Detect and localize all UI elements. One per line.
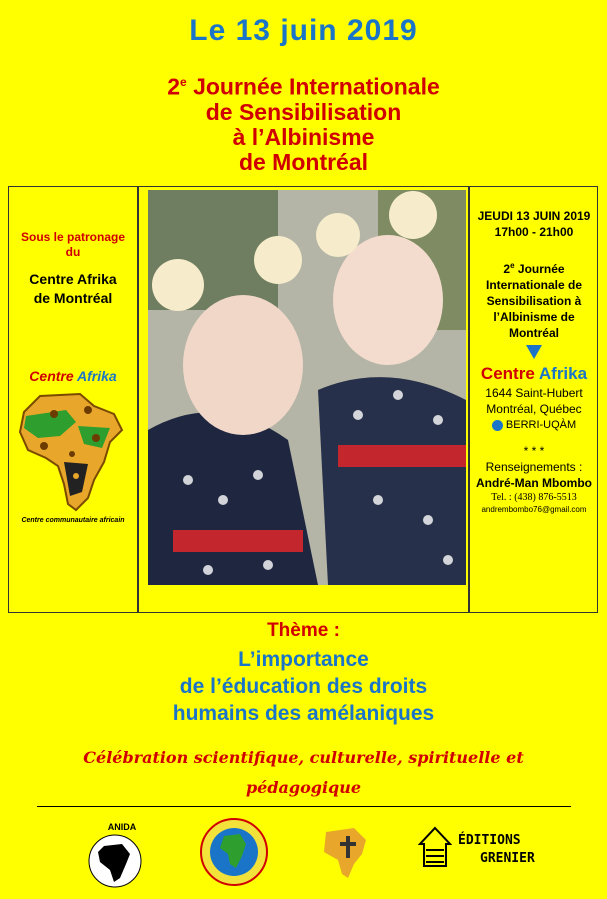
celebration-line-1: Célébration scientifique, culturelle, spirituelle et: [83, 748, 524, 767]
event-info-line-1: [471, 258, 597, 277]
event-info-line-4: l’Albinisme de: [493, 310, 575, 324]
title-ordinal: 2: [167, 73, 181, 100]
address-line-1: 1644 Saint-Hubert: [485, 386, 583, 400]
event-info-line-2: Internationale de: [485, 278, 583, 292]
org-line-2: de Montréal: [33, 290, 113, 306]
patronage-line-2: du: [65, 245, 81, 259]
africa-map-logo-icon: [18, 392, 128, 514]
theme-line-3: humains des amélaniques: [172, 702, 435, 725]
separator-stars: * * *: [523, 444, 545, 458]
theme-line-1: L’importance: [238, 648, 369, 671]
event-line-1-text: Journée: [514, 262, 565, 276]
org-line-1: Centre Afrika: [29, 271, 117, 287]
contact-email[interactable]: andrembombo76@gmail.com: [481, 505, 587, 514]
event-info-time: 17h00 - 21h00: [494, 225, 574, 239]
event-title: [0, 70, 607, 175]
contact-phone: Tel. : (438) 876-5513: [491, 492, 577, 503]
theme-label: Thème :: [267, 620, 340, 641]
logo-subtitle: Centre communautaire africain: [21, 517, 125, 524]
grenier-logo-icon: [418, 826, 452, 868]
title-ordinal-sup: e: [180, 75, 187, 89]
theme-line-2: de l’éducation des droits: [179, 675, 428, 698]
venue-name: [471, 363, 597, 385]
editions-line-2: GRENIER: [480, 851, 535, 866]
metro-station: BERRI-UQÀM: [505, 419, 577, 431]
title-line-2: de Sensibilisation: [205, 98, 402, 125]
metro-line: [471, 417, 597, 433]
editions-grenier-text: [458, 832, 535, 868]
celebration-text: [50, 743, 557, 803]
event-ordinal-sup: e: [510, 261, 515, 270]
anida-label: ANIDA: [107, 822, 137, 832]
title-line-3: à l’Albinisme: [232, 123, 375, 150]
africa-cross-logo-icon: [320, 824, 372, 880]
celebration-line-2: pédagogique: [245, 778, 362, 797]
metro-icon: [492, 420, 503, 431]
missionnaires-logo-icon: [200, 816, 268, 888]
down-arrow-icon: [526, 345, 542, 359]
theme-text: [0, 646, 607, 727]
event-ordinal: 2: [503, 262, 511, 276]
photo-two-children: [148, 190, 466, 585]
patronage-line-1: Sous le patronage: [20, 230, 126, 244]
title-line-4: de Montréal: [238, 148, 369, 175]
event-info: [471, 208, 597, 516]
address-line-2: Montréal, Québec: [486, 402, 582, 416]
event-info-line-3: Sensibilisation à: [486, 294, 582, 308]
editions-line-1: ÉDITIONS: [458, 833, 521, 848]
venue-word-1: Centre: [480, 364, 539, 383]
venue-word-2: Afrika: [538, 364, 588, 383]
title-line-1: [0, 70, 607, 100]
logo-word-1: Centre: [29, 368, 78, 384]
footer-divider: [37, 806, 571, 807]
children-photo-illustration: [148, 190, 466, 585]
event-info-line-5: Montréal: [508, 326, 559, 340]
event-date-heading: Le 13 juin 2019: [189, 14, 418, 47]
logo-word-2: Afrika: [77, 368, 117, 384]
patronage-text: [10, 230, 136, 260]
event-info-date: JEUDI 13 JUIN 2019: [477, 209, 591, 223]
organization-name: [10, 270, 136, 308]
title-line-1-text: Journée Internationale: [186, 73, 440, 100]
info-label: Renseignements :: [485, 460, 583, 474]
centre-afrika-logo-text: [10, 368, 136, 384]
contact-name: André-Man Mbombo: [476, 476, 592, 490]
anida-logo-icon: [88, 834, 142, 888]
